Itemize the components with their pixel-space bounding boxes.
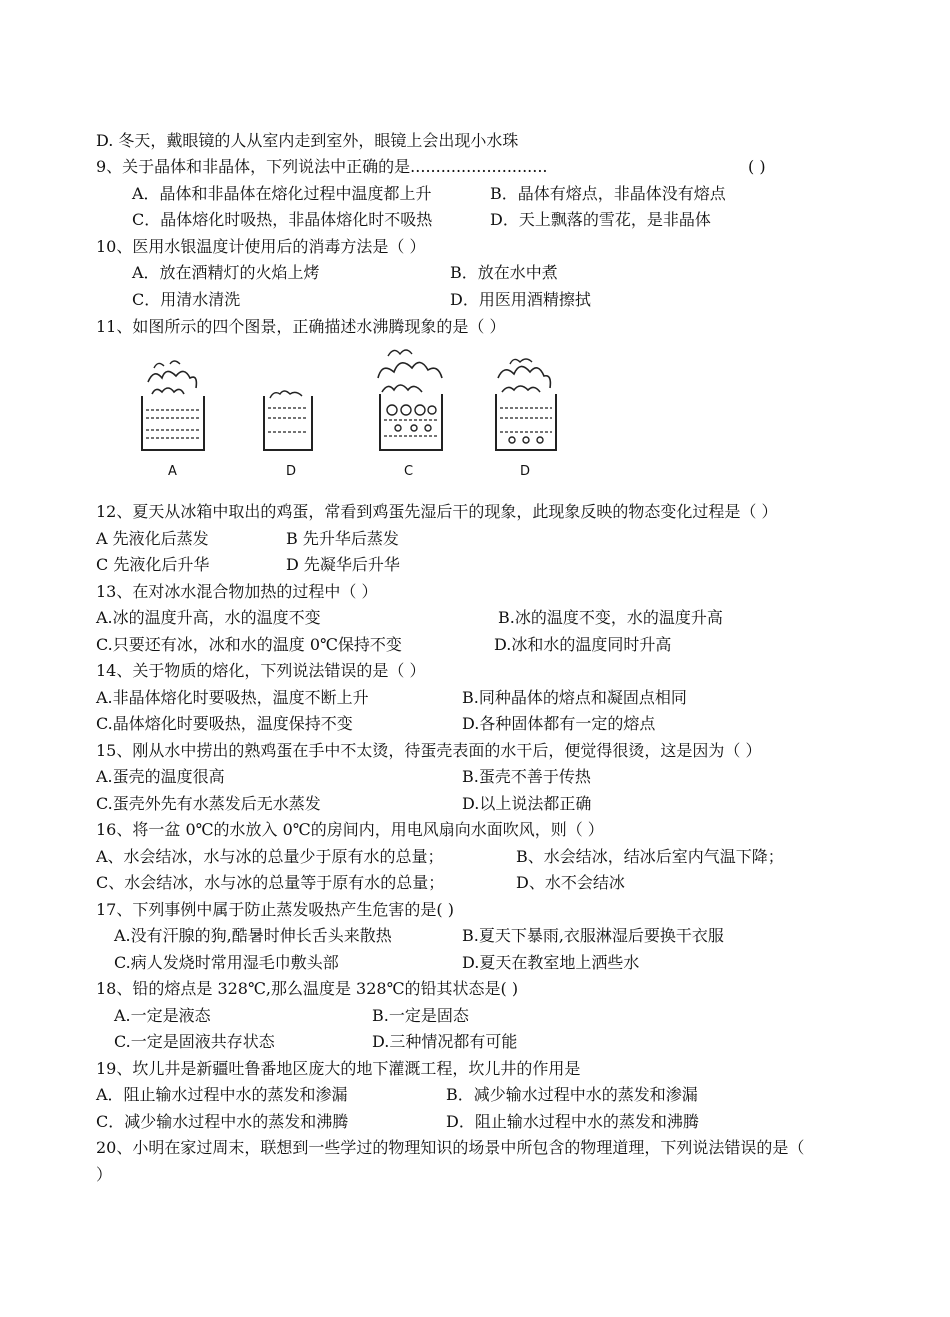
q9-option-c: C．晶体熔化时吸热，非晶体熔化时不吸热 bbox=[132, 210, 433, 229]
figure-label-c: C bbox=[404, 464, 414, 479]
q13-option-c: C.只要还有冰，冰和水的温度 0℃保持不变 bbox=[96, 635, 402, 654]
q9-option-b: B．晶体有熔点，非晶体没有熔点 bbox=[490, 184, 726, 203]
figure-label-d-second: D bbox=[520, 464, 531, 479]
q18-option-a: A.一定是液态 bbox=[114, 1006, 211, 1025]
q16-option-c: C、水会结冰，水与冰的总量等于原有水的总量； bbox=[96, 873, 445, 892]
q12-option-b: B 先升华后蒸发 bbox=[286, 529, 399, 548]
beaker-a bbox=[142, 361, 204, 450]
q19-option-a: A．阻止输水过程中水的蒸发和渗漏 bbox=[96, 1085, 348, 1104]
boiling-water-figure bbox=[130, 338, 570, 488]
q17-option-c: C.病人发烧时常用湿毛巾敷头部 bbox=[114, 953, 339, 972]
q15-option-b: B.蛋壳不善于传热 bbox=[462, 767, 591, 786]
q10-option-b: B．放在水中煮 bbox=[450, 263, 558, 282]
q15-option-c: C.蛋壳外先有水蒸发后无水蒸发 bbox=[96, 794, 321, 813]
q17-stem: 17、下列事例中属于防止蒸发吸热产生危害的是( ) bbox=[96, 900, 454, 919]
q14-option-c: C.晶体熔化时要吸热，温度保持不变 bbox=[96, 714, 353, 733]
q13-stem: 13、在对冰水混合物加热的过程中（ ） bbox=[96, 582, 378, 601]
q13-option-a: A.冰的温度升高，水的温度不变 bbox=[96, 608, 321, 627]
q14-option-b: B.同种晶体的熔点和凝固点相同 bbox=[462, 688, 687, 707]
beakers-illustration bbox=[130, 338, 570, 488]
q9-answer-blank: ( ) bbox=[748, 157, 766, 176]
q10-option-a: A．放在酒精灯的火焰上烤 bbox=[132, 263, 320, 282]
q9-option-d: D．天上飘落的雪花，是非晶体 bbox=[490, 210, 711, 229]
q14-stem: 14、关于物质的熔化，下列说法错误的是（ ） bbox=[96, 661, 426, 680]
figure-label-d-first: D bbox=[286, 464, 297, 479]
q20-stem: 20、小明在家过周末，联想到一些学过的物理知识的场景中所包含的物理道理，下列说法错误的是（ bbox=[96, 1138, 805, 1157]
q12-option-a: A 先液化后蒸发 bbox=[96, 529, 209, 548]
q10-option-d: D．用医用酒精擦拭 bbox=[450, 290, 591, 309]
q11-stem: 11、如图所示的四个图景，正确描述水沸腾现象的是（ ） bbox=[96, 317, 506, 336]
q13-option-b: B.冰的温度不变，水的温度升高 bbox=[498, 608, 723, 627]
q16-option-d: D、水不会结冰 bbox=[516, 873, 625, 892]
q14-option-a: A.非晶体熔化时要吸热，温度不断上升 bbox=[96, 688, 369, 707]
q20-stem-continued: ） bbox=[96, 1165, 113, 1184]
q14-option-d: D.各种固体都有一定的熔点 bbox=[462, 714, 656, 733]
q17-option-a: A.没有汗腺的狗,酷暑时伸长舌头来散热 bbox=[114, 926, 392, 945]
q19-option-b: B．减少输水过程中水的蒸发和渗漏 bbox=[446, 1085, 698, 1104]
q18-stem: 18、铅的熔点是 328℃,那么温度是 328℃的铅其状态是( ) bbox=[96, 979, 519, 998]
q10-stem: 10、医用水银温度计使用后的消毒方法是（ ） bbox=[96, 237, 426, 256]
q18-option-d: D.三种情况都有可能 bbox=[372, 1032, 518, 1051]
q9-option-a: A．晶体和非晶体在熔化过程中温度都上升 bbox=[132, 184, 432, 203]
q12-option-c: C 先液化后升华 bbox=[96, 555, 210, 574]
q17-option-b: B.夏天下暴雨,衣服淋湿后要换干衣服 bbox=[462, 926, 724, 945]
q16-stem: 16、将一盆 0℃的水放入 0℃的房间内，用电风扇向水面吹风，则（ ） bbox=[96, 820, 604, 839]
figure-label-a: A bbox=[168, 464, 177, 479]
q10-option-c: C．用清水清洗 bbox=[132, 290, 241, 309]
q15-stem: 15、刚从水中捞出的熟鸡蛋在手中不太烫，待蛋壳表面的水干后，便觉得很烫，这是因为（ ） bbox=[96, 741, 762, 760]
q16-option-a: A、水会结冰，水与冰的总量少于原有水的总量； bbox=[96, 847, 444, 866]
q19-option-d: D．阻止输水过程中水的蒸发和沸腾 bbox=[446, 1112, 699, 1131]
q12-stem: 12、夏天从冰箱中取出的鸡蛋，常看到鸡蛋先湿后干的现象，此现象反映的物态变化过程是（ ） bbox=[96, 502, 778, 521]
beaker-d-right bbox=[496, 359, 556, 450]
q13-option-d: D.冰和水的温度同时升高 bbox=[494, 635, 672, 654]
q9-stem: 9、关于晶体和非晶体，下列说法中正确的是........................... bbox=[96, 157, 548, 176]
beaker-d-small bbox=[264, 391, 312, 450]
q19-stem: 19、坎儿井是新疆吐鲁番地区庞大的地下灌溉工程，坎儿井的作用是 bbox=[96, 1059, 581, 1078]
q18-option-c: C.一定是固液共存状态 bbox=[114, 1032, 275, 1051]
q12-option-d: D 先凝华后升华 bbox=[286, 555, 400, 574]
q8-option-d: D. 冬天，戴眼镜的人从室内走到室外，眼镜上会出现小水珠 bbox=[96, 131, 519, 150]
q17-option-d: D.夏天在教室地上洒些水 bbox=[462, 953, 640, 972]
q16-option-b: B、水会结冰，结冰后室内气温下降； bbox=[516, 847, 784, 866]
q18-option-b: B.一定是固态 bbox=[372, 1006, 469, 1025]
q15-option-d: D.以上说法都正确 bbox=[462, 794, 592, 813]
beaker-c bbox=[378, 350, 442, 450]
q19-option-c: C．减少输水过程中水的蒸发和沸腾 bbox=[96, 1112, 349, 1131]
q15-option-a: A.蛋壳的温度很高 bbox=[96, 767, 225, 786]
